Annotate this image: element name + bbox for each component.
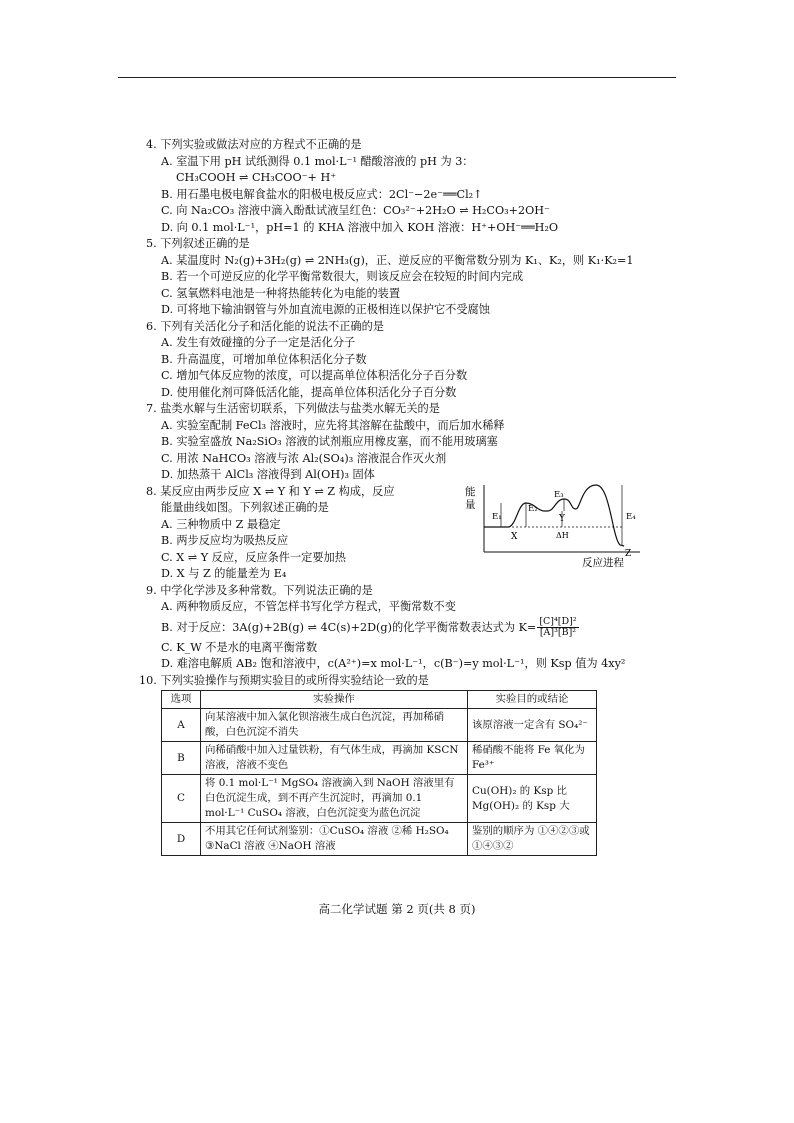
- option-b: B. 实验室盛放 Na₂SiO₃ 溶液的试剂瓶应用橡皮塞，而不能用玻璃塞: [161, 435, 498, 448]
- option-a: A. 发生有效碰撞的分子一定是活化分子: [161, 336, 356, 349]
- question-10: [139, 673, 676, 857]
- option-b: B. 用石墨电极电解食盐水的阳极电极反应式：2Cl⁻−2e⁻══Cl₂↑: [161, 187, 483, 201]
- cell-conclusion: 该原溶液一定含有 SO₄²⁻: [468, 709, 597, 742]
- question-stem-continued: 能量曲线如图。下列叙述正确的是: [161, 501, 329, 514]
- table-row: [162, 742, 597, 775]
- option-a: A. 室温下用 pH 试纸测得 0.1 mol·L⁻¹ 醋酸溶液的 pH 为 3：: [161, 154, 474, 168]
- question-stem: 6. 下列有关活化分子和活化能的说法不正确的是: [146, 319, 384, 333]
- option-b: B. 升高温度，可增加单位体积活化分子数: [161, 352, 367, 366]
- option-a: A. 实验室配制 FeCl₃ 溶液时，应先将其溶解在盐酸中，而后加水稀释: [161, 418, 505, 432]
- species-y-label: Y: [559, 513, 565, 524]
- question-stem: 7. 盐类水解与生活密切联系，下列做法与盐类水解无关的是: [146, 402, 440, 415]
- cell-operation: 向某溶液中加入氯化钡溶液生成白色沉淀，再加稀硝酸，白色沉淀不消失: [201, 709, 468, 742]
- header-rule: [118, 77, 676, 78]
- cell-option: B: [162, 742, 201, 775]
- option-c: C. X ⇌ Y 反应，反应条件一定要加热: [161, 550, 346, 564]
- page-footer: 高二化学试题 第 2 页(共 8 页): [318, 902, 476, 916]
- species-z-label: Z: [625, 548, 632, 559]
- delta-h-label: ΔH: [556, 530, 569, 540]
- question-9: [146, 583, 676, 673]
- option-d: D. 加热蒸干 AlCl₃ 溶液得到 Al(OH)₃ 固体: [161, 468, 375, 481]
- equilibrium-fraction: [537, 617, 578, 638]
- option-c: C. 用浓 NaHCO₃ 溶液与浓 Al₂(SO₄)₃ 溶液混合作灭火剂: [161, 451, 447, 465]
- option-a: A. 两种物质反应，不管怎样书写化学方程式，平衡常数不变: [161, 600, 456, 613]
- question-stem: 9. 中学化学涉及多种常数。下列说法正确的是: [146, 583, 373, 597]
- question-stem: 10. 下列实验操作与预期实验目的或所得实验结论一致的是: [139, 673, 429, 687]
- cell-option: C: [162, 775, 201, 823]
- table-row: [162, 823, 597, 856]
- cell-operation: 不用其它任何试剂鉴别：①CuSO₄ 溶液 ②稀 H₂SO₄ ③NaCl 溶液 ④NaOH 溶液: [201, 823, 468, 856]
- y-axis-label-1: 能: [465, 485, 476, 498]
- option-c: C. 向 Na₂CO₃ 溶液中滴入酚酞试液呈红色：CO₃²⁻+2H₂O ⇌ H₂CO₃+2OH⁻: [161, 204, 550, 217]
- fraction-numerator: [C]⁴[D]²: [539, 616, 577, 627]
- table-header-row: [162, 691, 597, 709]
- option-d: D. 使用催化剂可降低活化能，提高单位体积活化分子百分数: [161, 385, 457, 399]
- table-row: [162, 775, 597, 823]
- option-d: D. X 与 Z 的能量差为 E₄: [161, 567, 287, 580]
- fraction-denominator: [A]³[B]²: [539, 627, 577, 638]
- option-d: D. 难溶电解质 AB₂ 饱和溶液中，c(A²⁺)=x mol·L⁻¹，c(B⁻)=y mol·L⁻¹，则 Ksp 值为 4xy²: [161, 657, 626, 670]
- question-6: [146, 319, 676, 402]
- cell-conclusion: 鉴别的顺序为 ①④②③或①④③②: [468, 823, 597, 856]
- question-stem: 8. 某反应由两步反应 X ⇌ Y 和 Y ⇌ Z 构成，反应: [146, 484, 395, 498]
- table-row: [162, 709, 597, 742]
- cell-option: D: [162, 823, 201, 856]
- header-conclusion: 实验目的或结论: [468, 691, 597, 709]
- page-content: [139, 137, 676, 856]
- header-option: 选项: [162, 691, 201, 709]
- question-8: [146, 484, 676, 583]
- e1-label: E₁: [492, 511, 502, 522]
- header-operation: 实验操作: [201, 691, 468, 709]
- cell-operation: 将 0.1 mol·L⁻¹ MgSO₄ 溶液滴入到 NaOH 溶液里有白色沉淀生成，到不再产生沉淀时，再滴加 0.1 mol·L⁻¹ CuSO₄ 溶液，白色沉淀变为蓝色沉淀: [201, 775, 468, 823]
- energy-diagram: [462, 481, 652, 571]
- question-4: [146, 137, 676, 236]
- option-b: [161, 616, 676, 640]
- question-5: [146, 236, 676, 319]
- x-axis-label: 反应进程: [582, 556, 624, 569]
- e2-label: E₂: [528, 503, 538, 514]
- option-b-text: B. 对于反应：3A(g)+2B(g) ⇌ 4C(s)+2D(g)的化学平衡常数表达式为 K=: [161, 620, 537, 634]
- cell-option: A: [162, 709, 201, 742]
- cell-conclusion: 稀硝酸不能将 Fe 氧化为 Fe³⁺: [468, 742, 597, 775]
- option-c: C. K_W 不是水的电离平衡常数: [161, 640, 318, 654]
- experiment-table: [161, 690, 597, 856]
- option-c: C. 增加气体反应物的浓度，可以提高单位体积活化分子百分数: [161, 369, 468, 382]
- question-7: [146, 401, 676, 484]
- option-b: B. 若一个可逆反应的化学平衡常数很大，则该反应会在较短的时间内完成: [161, 270, 524, 283]
- species-x-label: X: [511, 531, 518, 542]
- cell-conclusion: Cu(OH)₂ 的 Ksp 比 Mg(OH)₂ 的 Ksp 大: [468, 775, 597, 823]
- option-d: D. 向 0.1 mol·L⁻¹，pH=1 的 KHA 溶液中加入 KOH 溶液：H⁺+OH⁻══H₂O: [161, 220, 559, 234]
- question-stem: 5. 下列叙述正确的是: [146, 237, 250, 250]
- cell-operation: 向稀硝酸中加入过量铁粉，有气体生成，再滴加 KSCN 溶液，溶液不变色: [201, 742, 468, 775]
- option-b: B. 两步反应均为吸热反应: [161, 534, 289, 547]
- option-a-equation: CH₃COOH ⇌ CH₃COO⁻+ H⁺: [176, 171, 337, 184]
- option-c: C. 氢氧燃料电池是一种将热能转化为电能的装置: [161, 286, 401, 300]
- option-d: D. 可将地下输油钢管与外加直流电源的正极相连以保护它不受腐蚀: [161, 303, 490, 316]
- e4-label: E₄: [626, 511, 636, 522]
- y-axis-label-2: 量: [465, 498, 476, 511]
- e3-label: E₃: [554, 489, 564, 500]
- option-a: A. 某温度时 N₂(g)+3H₂(g) ⇌ 2NH₃(g)，正、逆反应的平衡常数分别为 K₁、K₂，则 K₁·K₂=1: [161, 253, 634, 267]
- option-a: A. 三种物质中 Z 最稳定: [161, 517, 281, 531]
- question-stem: 4. 下列实验或做法对应的方程式不正确的是: [146, 138, 362, 151]
